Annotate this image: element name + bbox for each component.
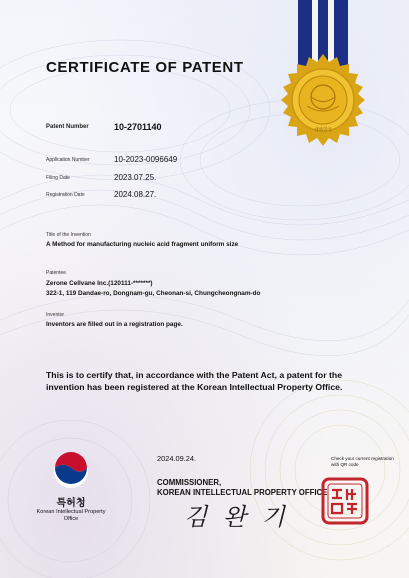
invention-title: A Method for manufacturing nucleic acid fragment uniform size <box>46 241 239 248</box>
registration-date: 2024.08.27. <box>114 190 157 199</box>
certification-statement: This is to certify that, in accordance with the Patent Act, a patent for the invention has been registered at the Korean Intellectual Property Office. <box>46 370 343 392</box>
commissioner-office: KOREAN INTELLECTUAL PROPERTY OFFICE <box>157 488 328 497</box>
commissioner-signature <box>178 498 308 532</box>
certificate-title: CERTIFICATE OF PATENT <box>46 59 244 76</box>
office-korean-name: 특허청 <box>56 498 86 509</box>
patent-number: 10-2701140 <box>114 122 162 132</box>
patentee-label: Patentee <box>46 270 67 276</box>
application-number-label: Application Number <box>46 157 90 163</box>
inventor-label: Inventor <box>46 312 65 318</box>
inventor-text: Inventors are filled out in a registration page. <box>46 321 183 328</box>
qr-note: Check your current registration with QR code <box>331 456 394 467</box>
issue-date: 2024.09.24. <box>157 454 197 463</box>
seal-text: 대한민국 <box>314 128 332 133</box>
application-number: 10-2023-0096649 <box>114 155 178 164</box>
filing-date-label: Filing Date <box>46 175 70 181</box>
office-english-name: Korean Intellectual Property Office <box>36 509 106 522</box>
official-seal-stamp <box>320 476 370 526</box>
kipo-logo-icon <box>52 452 90 490</box>
gold-medal-seal <box>278 0 368 148</box>
commissioner-title: COMMISSIONER, <box>157 478 222 487</box>
svg-text:김 완 기: 김 완 기 <box>184 503 289 531</box>
invention-title-label: Title of the Invention <box>46 232 91 238</box>
patentee-address: 322-1, 119 Dandae-ro, Dongnam-gu, Cheonan-si, Chungcheongnam-do <box>46 290 261 297</box>
patent-number-label: Patent Number <box>46 124 89 130</box>
filing-date: 2023.07.25. <box>114 173 157 182</box>
registration-date-label: Registration Date <box>46 192 85 198</box>
patentee-name: Zerone Cellvane Inc.(120111-*******) <box>46 280 153 287</box>
